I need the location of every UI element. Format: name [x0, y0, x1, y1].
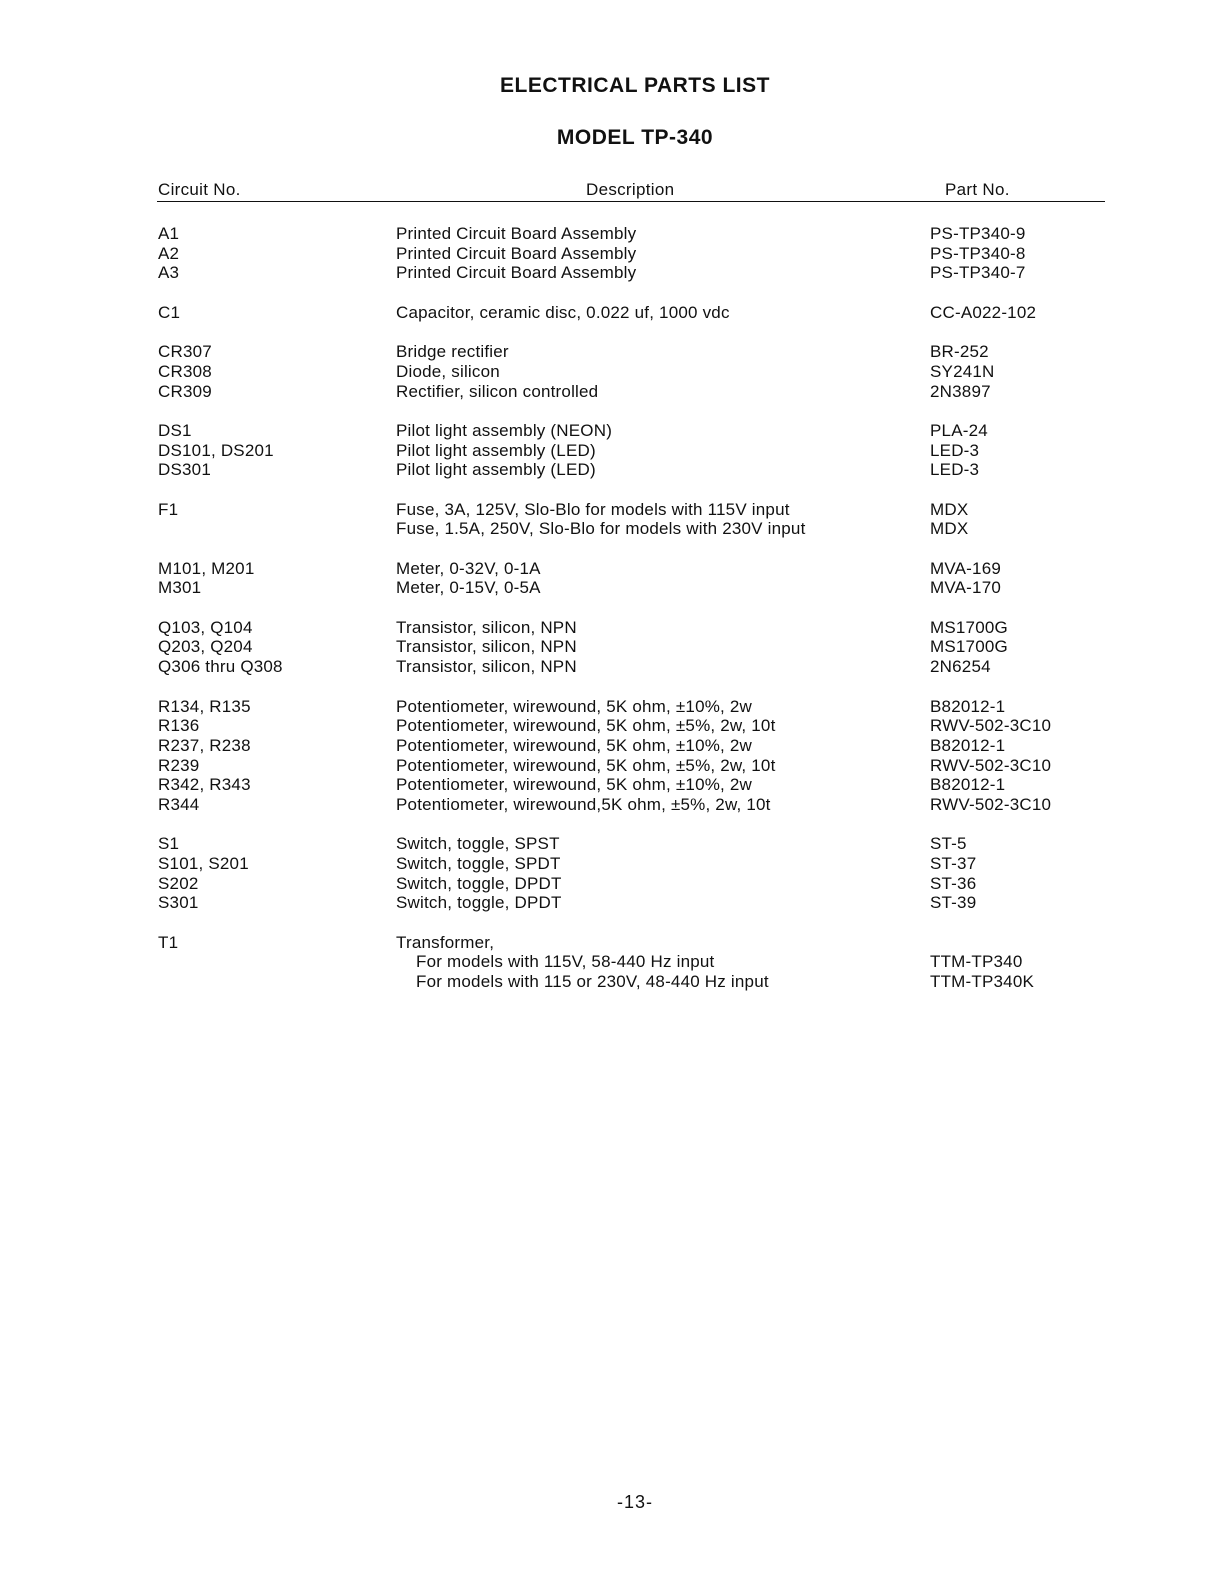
part-no: MDX [930, 499, 969, 519]
circuit-no: A3 [158, 263, 180, 283]
description: For models with 115 or 230V, 48-440 Hz input [416, 972, 769, 992]
description: Potentiometer, wirewound,5K ohm, ±5%, 2w, 10t [396, 794, 771, 814]
description: Fuse, 3A, 125V, Slo-Blo for models with 115V input [396, 499, 790, 519]
part-no: MS1700G [930, 617, 1008, 637]
table-row [158, 441, 1098, 461]
part-no: PLA-24 [930, 420, 988, 440]
description: Transformer, [396, 932, 495, 952]
description: Potentiometer, wirewound, 5K ohm, ±5%, 2w, 10t [396, 755, 776, 775]
table-row [158, 736, 1098, 756]
part-no: LED-3 [930, 440, 980, 460]
table-row [158, 637, 1098, 657]
part-no: SY241N [930, 361, 995, 381]
circuit-no: R344 [158, 794, 200, 814]
description: Printed Circuit Board Assembly [396, 243, 637, 263]
part-no: CC-A022-102 [930, 302, 1037, 322]
circuit-no: S101, S201 [158, 854, 249, 873]
circuit-no: C1 [158, 302, 181, 322]
description: Rectifier, silicon controlled [396, 381, 599, 401]
description: Potentiometer, wirewound, 5K ohm, ±10%, 2w [396, 735, 753, 755]
description: Bridge rectifier [396, 342, 509, 362]
circuit-no: R134, R135 [158, 696, 251, 716]
circuit-no: R237, R238 [158, 735, 251, 755]
part-no: ST-39 [930, 893, 977, 913]
column-header-circuit: Circuit No. [158, 180, 241, 199]
parts-group [158, 834, 1098, 913]
description: Switch, toggle, SPDT [396, 854, 561, 873]
table-row [158, 972, 1098, 992]
parts-group [158, 500, 1098, 539]
circuit-no: Q203, Q204 [158, 637, 253, 657]
circuit-no: S301 [158, 893, 199, 913]
table-row [158, 303, 1098, 323]
table-row [158, 893, 1098, 913]
description: Diode, silicon [396, 361, 500, 381]
description: Transistor, silicon, NPN [396, 637, 577, 657]
table-row [158, 519, 1098, 539]
part-no: RWV-502-3C10 [930, 755, 1052, 775]
circuit-no: S202 [158, 873, 199, 893]
description: Switch, toggle, DPDT [396, 873, 562, 893]
circuit-no: M101, M201 [158, 558, 255, 578]
description: Switch, toggle, SPST [396, 834, 560, 854]
part-no: LED-3 [930, 460, 980, 480]
description: Printed Circuit Board Assembly [396, 263, 637, 283]
table-row [158, 500, 1098, 520]
circuit-no: DS1 [158, 420, 192, 440]
circuit-no: DS301 [158, 460, 211, 480]
description: Pilot light assembly (LED) [396, 440, 596, 460]
table-row [158, 382, 1098, 402]
description: For models with 115V, 58-440 Hz input [416, 952, 715, 972]
parts-group [158, 342, 1098, 401]
circuit-no: R239 [158, 755, 200, 775]
table-row [158, 775, 1098, 795]
circuit-no: R136 [158, 716, 200, 736]
table-row [158, 362, 1098, 382]
circuit-no: CR307 [158, 342, 212, 362]
part-no: MDX [930, 519, 969, 539]
table-row [158, 795, 1098, 815]
part-no: RWV-502-3C10 [930, 716, 1052, 736]
circuit-no: T1 [158, 932, 179, 952]
part-no: PS-TP340-7 [930, 263, 1026, 283]
table-row [158, 263, 1098, 283]
circuit-no: CR309 [158, 381, 212, 401]
table-row [158, 933, 1098, 953]
part-no: ST-5 [930, 834, 967, 854]
part-no: MVA-170 [930, 578, 1002, 598]
part-no: MVA-169 [930, 558, 1002, 578]
parts-group [158, 303, 1098, 323]
description: Potentiometer, wirewound, 5K ohm, ±5%, 2w, 10t [396, 716, 776, 736]
table-row [158, 657, 1098, 677]
table-row [158, 244, 1098, 264]
circuit-no: R342, R343 [158, 775, 251, 795]
circuit-no: S1 [158, 834, 180, 854]
model-subtitle: MODEL TP-340 [556, 126, 714, 149]
description: Pilot light assembly (NEON) [396, 420, 613, 440]
page-number: -13- [616, 1492, 653, 1512]
table-row [158, 224, 1098, 244]
table-row [158, 578, 1098, 598]
part-no: ST-36 [930, 873, 977, 893]
description: Printed Circuit Board Assembly [396, 224, 637, 243]
parts-group [158, 224, 1098, 283]
table-row [158, 756, 1098, 776]
table-row [158, 460, 1098, 480]
table-row [158, 874, 1098, 894]
description: Fuse, 1.5A, 250V, Slo-Blo for models with 230V input [396, 519, 806, 539]
table-row [158, 716, 1098, 736]
description: Transistor, silicon, NPN [396, 617, 577, 637]
circuit-no: CR308 [158, 361, 212, 381]
part-no: BR-252 [930, 342, 989, 362]
description: Transistor, silicon, NPN [396, 657, 577, 677]
part-no: ST-37 [930, 854, 977, 873]
parts-group [158, 618, 1098, 677]
parts-group [158, 697, 1098, 815]
circuit-no: Q306 thru Q308 [158, 657, 283, 677]
part-no: MS1700G [930, 637, 1008, 657]
part-no: RWV-502-3C10 [930, 794, 1052, 814]
table-row [158, 834, 1098, 854]
parts-table [158, 224, 1098, 1012]
description: Pilot light assembly (LED) [396, 460, 596, 480]
part-no: PS-TP340-8 [930, 243, 1026, 263]
description: Potentiometer, wirewound, 5K ohm, ±10%, 2w [396, 696, 753, 716]
table-row [158, 854, 1098, 874]
description: Meter, 0-15V, 0-5A [396, 578, 541, 598]
circuit-no: M301 [158, 578, 202, 598]
circuit-no: A2 [158, 243, 180, 263]
circuit-no: A1 [158, 224, 180, 243]
circuit-no: Q103, Q104 [158, 617, 253, 637]
table-row [158, 342, 1098, 362]
description: Meter, 0-32V, 0-1A [396, 558, 541, 578]
part-no: TTM-TP340 [930, 952, 1023, 972]
table-row [158, 952, 1098, 972]
part-no: B82012-1 [930, 735, 1006, 755]
table-row [158, 618, 1098, 638]
circuit-no: DS101, DS201 [158, 440, 274, 460]
description: Switch, toggle, DPDT [396, 893, 562, 913]
part-no: B82012-1 [930, 775, 1006, 795]
parts-group [158, 559, 1098, 598]
parts-group [158, 421, 1098, 480]
part-no: 2N6254 [930, 657, 991, 677]
column-header-part: Part No. [945, 180, 1010, 199]
part-no: TTM-TP340K [930, 972, 1035, 992]
description: Capacitor, ceramic disc, 0.022 uf, 1000 vdc [396, 302, 730, 322]
page-title: ELECTRICAL PARTS LIST [500, 74, 770, 97]
header-divider [157, 201, 1105, 202]
table-row [158, 697, 1098, 717]
circuit-no: F1 [158, 499, 179, 519]
part-no: B82012-1 [930, 696, 1006, 716]
part-no: PS-TP340-9 [930, 224, 1026, 243]
part-no: 2N3897 [930, 381, 991, 401]
table-row [158, 559, 1098, 579]
parts-group [158, 933, 1098, 992]
description: Potentiometer, wirewound, 5K ohm, ±10%, 2w [396, 775, 753, 795]
table-row [158, 421, 1098, 441]
column-header-description: Description [586, 180, 675, 199]
